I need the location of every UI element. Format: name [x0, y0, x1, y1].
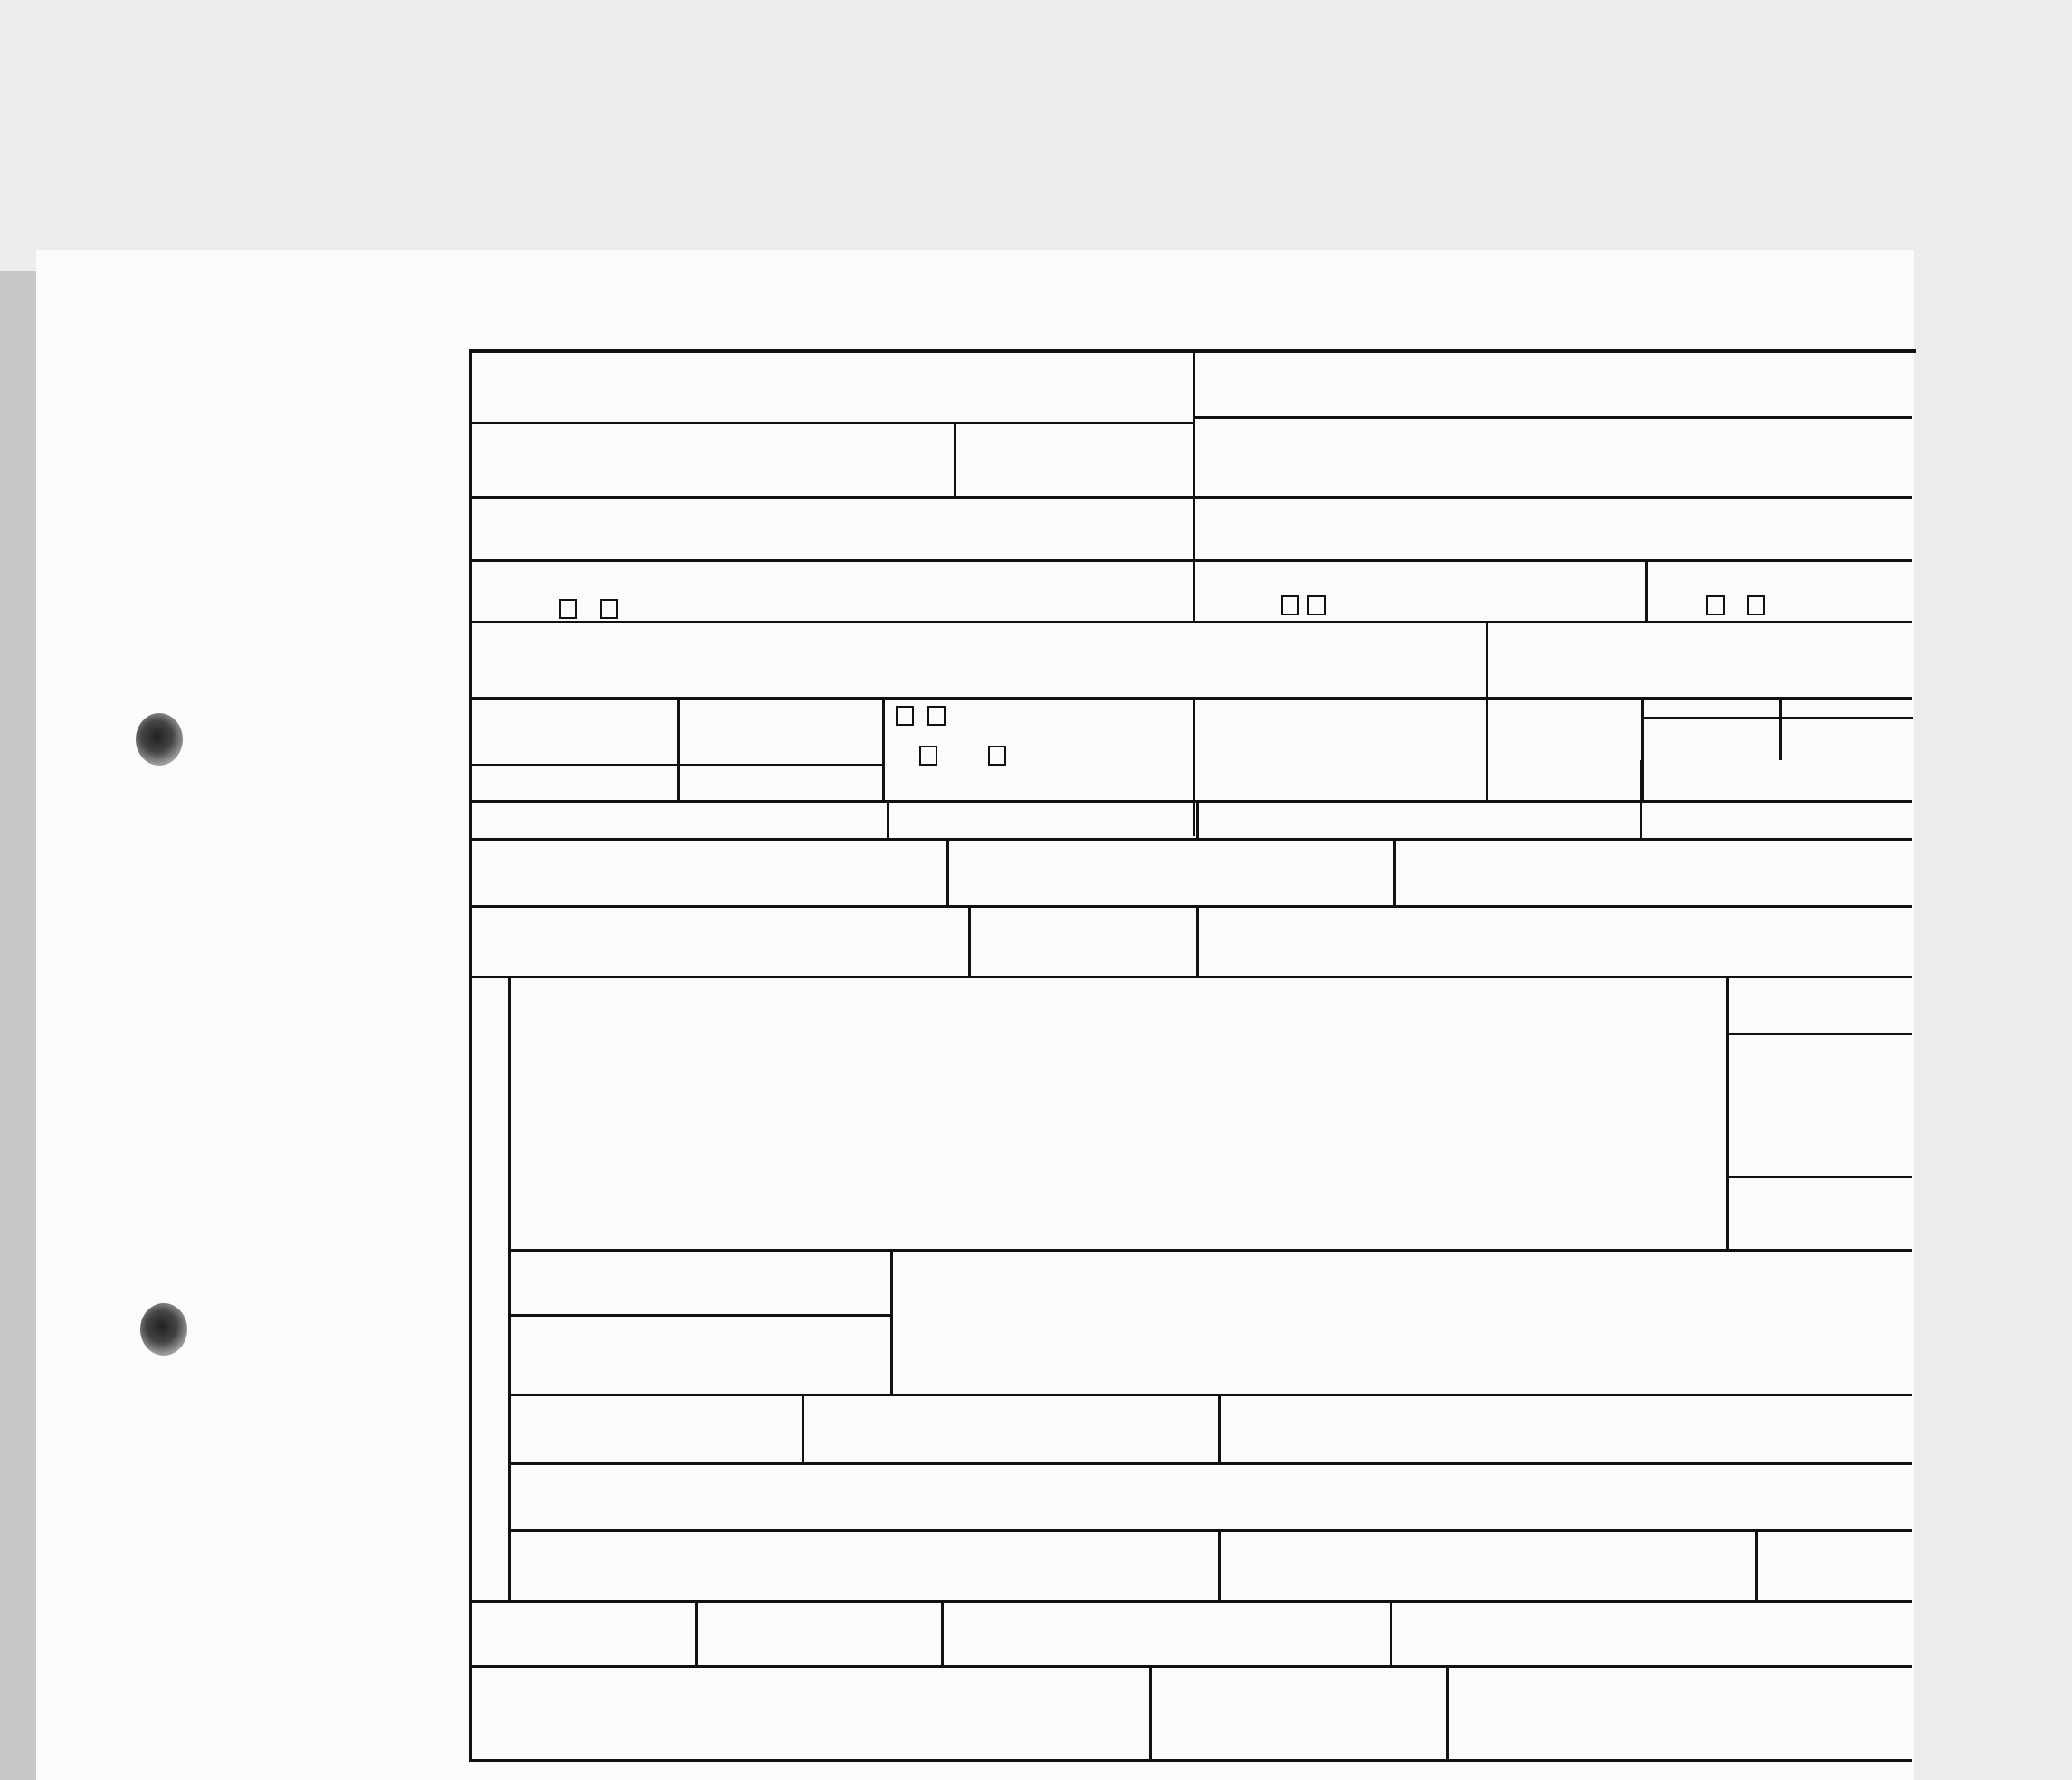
- punch-hole: [136, 713, 183, 766]
- punch-hole: [140, 1303, 187, 1356]
- widowed-label: [916, 746, 1006, 766]
- certificate-sheet: [36, 250, 1914, 1780]
- death-limits-yes: [556, 599, 618, 619]
- farm-yes: [1703, 595, 1765, 615]
- res-limits-yes: [1278, 595, 1326, 615]
- married-label: [892, 706, 946, 726]
